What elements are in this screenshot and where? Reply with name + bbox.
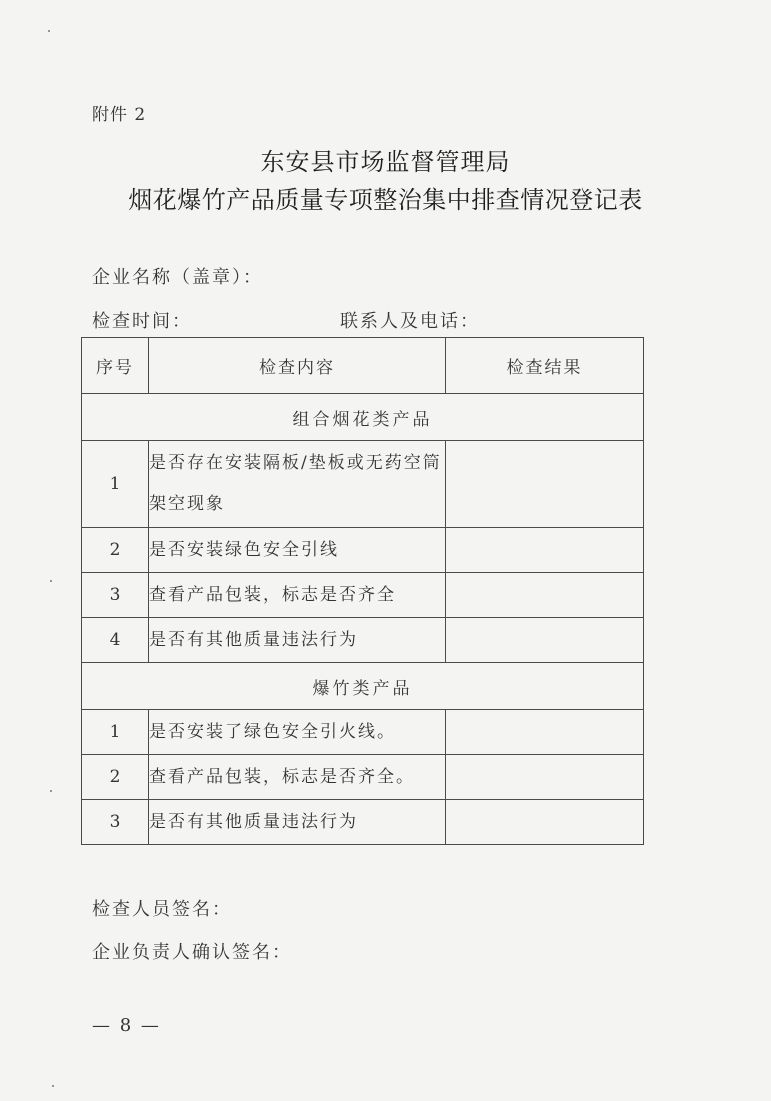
scan-speck — [52, 1085, 54, 1087]
row-number: 2 — [82, 755, 149, 800]
company-name-field: 企业名称（盖章）： — [92, 267, 263, 288]
row-number: 3 — [82, 573, 149, 618]
row-result-cell — [446, 573, 644, 618]
table-row — [82, 528, 644, 573]
row-number: 1 — [82, 710, 149, 755]
section-title-firecrackers: 爆竹类产品 — [82, 663, 644, 710]
contact-field: 联系人及电话： — [340, 311, 480, 332]
inspection-time-field: 检查时间： — [92, 311, 192, 332]
row-result-cell — [446, 528, 644, 573]
scan-speck — [50, 580, 52, 582]
row-result-cell — [446, 441, 644, 528]
row-number: 1 — [82, 441, 149, 528]
inspector-signature-field: 检查人员签名： — [92, 899, 232, 920]
column-header-number: 序号 — [82, 338, 149, 394]
section-title-fireworks: 组合烟花类产品 — [82, 394, 644, 441]
row-result-cell — [446, 800, 644, 845]
table-row — [82, 618, 644, 663]
row-result-cell — [446, 710, 644, 755]
row-content: 是否安装绿色安全引线 — [149, 528, 446, 573]
row-content: 是否有其他质量违法行为 — [149, 800, 446, 845]
scan-speck — [50, 790, 52, 792]
table-row — [82, 755, 644, 800]
scan-speck — [48, 30, 50, 32]
table-row — [82, 800, 644, 845]
document-title-form: 烟花爆竹产品质量专项整治集中排查情况登记表 — [128, 186, 643, 214]
row-content: 是否安装了绿色安全引火线。 — [149, 710, 446, 755]
column-header-content: 检查内容 — [149, 338, 446, 394]
section-row — [82, 663, 644, 710]
page-number: — 8 — — [92, 1015, 161, 1036]
row-content: 是否有其他质量违法行为 — [149, 618, 446, 663]
row-result-cell — [446, 618, 644, 663]
attachment-label: 附件 2 — [92, 105, 147, 125]
row-content: 查看产品包装，标志是否齐全 — [149, 573, 446, 618]
document-title-agency: 东安县市场监督管理局 — [260, 148, 511, 176]
row-result-cell — [446, 755, 644, 800]
table-header-row — [82, 338, 644, 394]
row-content: 是否存在安装隔板/垫板或无药空筒架空现象 — [149, 441, 446, 528]
row-number: 4 — [82, 618, 149, 663]
row-number: 3 — [82, 800, 149, 845]
company-head-signature-field: 企业负责人确认签名： — [92, 942, 292, 963]
column-header-result: 检查结果 — [446, 338, 644, 394]
table-row — [82, 441, 644, 528]
table-row — [82, 573, 644, 618]
row-number: 2 — [82, 528, 149, 573]
section-row — [82, 394, 644, 441]
row-content: 查看产品包装，标志是否齐全。 — [149, 755, 446, 800]
inspection-table — [81, 337, 644, 845]
table-row — [82, 710, 644, 755]
